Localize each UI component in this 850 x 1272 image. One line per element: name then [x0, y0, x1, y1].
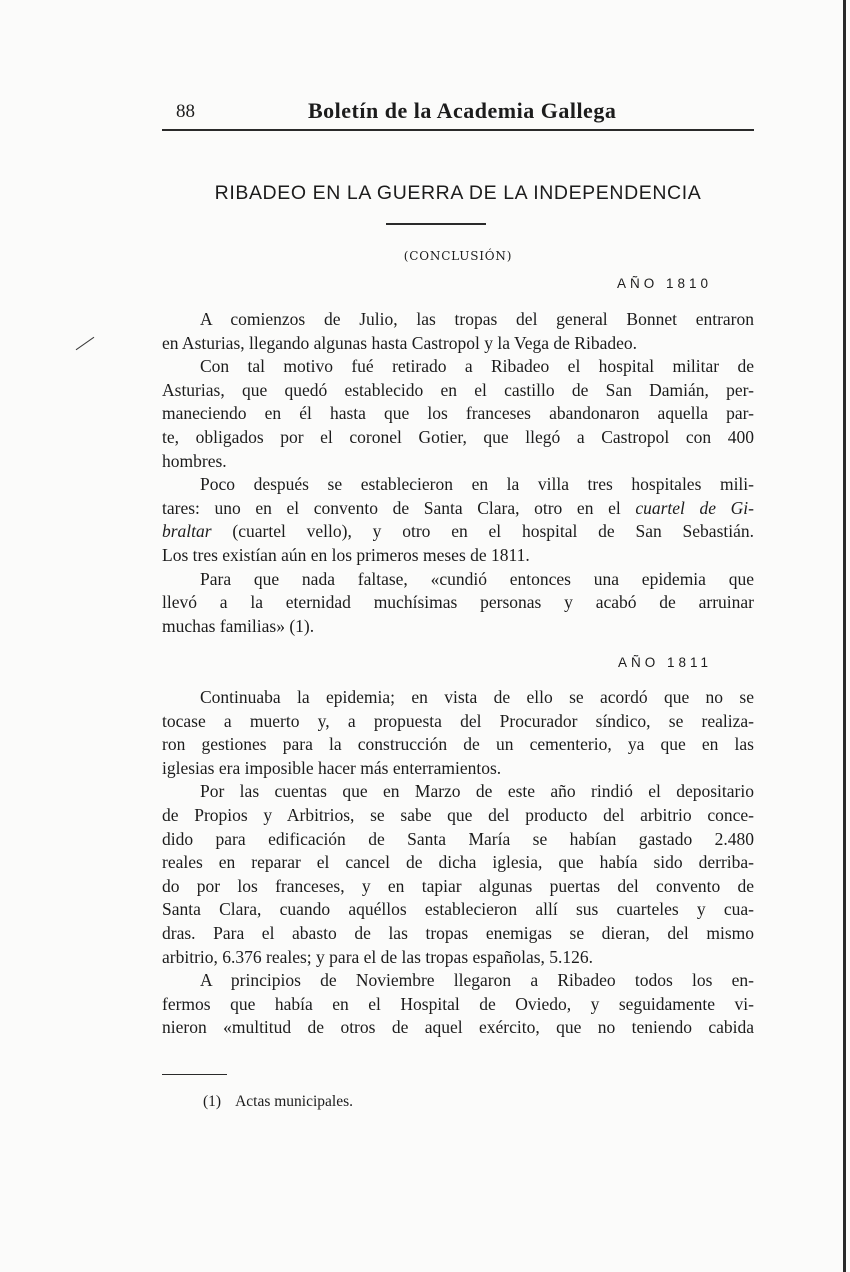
section-body-1811 — [162, 686, 754, 1040]
text-line: Los tres existían aún en los primeros meses de 1811. — [162, 544, 530, 565]
text-line: ron gestiones para la construcción de un cementerio, ya que en las — [162, 734, 754, 755]
section-heading-1811: AÑO 1811 — [617, 655, 712, 670]
footnote — [203, 1093, 353, 1111]
footnote-rule — [162, 1074, 227, 1075]
footnote-text: Actas municipales. — [235, 1093, 354, 1110]
text-line: muchas familias» (1). — [162, 615, 315, 636]
text-line: hombres. — [162, 450, 227, 471]
footnote-marker: (1) — [203, 1093, 222, 1110]
text-line: iglesias era imposible hacer más enterramientos. — [162, 757, 502, 778]
text-line: dido para edificación de Santa María se habían gastado 2.480 — [162, 828, 754, 849]
text-line: arbitrio, 6.376 reales; y para el de las tropas españolas, 5.126. — [162, 946, 594, 967]
text-line: Asturias, que quedó establecido en el castillo de San Damián, per- — [162, 379, 754, 400]
text-line: nieron «multitud de otros de aquel exército, que no teniendo cabida — [162, 1017, 754, 1038]
text-line: en Asturias, llegando algunas hasta Castropol y la Vega de Ribadeo. — [162, 332, 637, 353]
text-line: Santa Clara, cuando aquéllos establecieron allí sus cuarteles y cua- — [162, 899, 754, 920]
text-line: Con tal motivo fué retirado a Ribadeo el hospital militar de — [200, 356, 754, 377]
section-body-1810 — [162, 308, 754, 638]
running-head: Boletín de la Academia Gallega — [308, 98, 617, 123]
text-line: reales en reparar el cancel de dicha iglesia, que había sido derriba- — [162, 852, 754, 873]
page-number: 88 — [176, 101, 195, 122]
section-heading-1810: AÑO 1810 — [616, 276, 712, 291]
text-line: Por las cuentas que en Marzo de este año rindió el depositario — [200, 781, 754, 802]
text-line: do por los franceses, y en tapiar algunas puertas del convento de — [162, 875, 754, 896]
article-title: RIBADEO EN LA GUERRA DE LA INDEPENDENCIA — [214, 182, 702, 204]
text-line: A comienzos de Julio, las tropas del general Bonnet entraron — [200, 309, 754, 329]
text-line: tocase a muerto y, a propuesta del Procurador síndico, se realiza- — [162, 710, 754, 731]
text-line: te, obligados por el coronel Gotier, que llegó a Castropol con 400 — [162, 426, 754, 447]
text-line-mixed — [162, 520, 754, 544]
text-line-mixed — [162, 497, 754, 521]
text-line: Poco después se establecieron en la villa tres hospitales mili- — [200, 474, 754, 495]
margin-pencil-mark — [76, 337, 95, 350]
italic-run: cuartel de Gi- — [635, 497, 754, 518]
text-line: maneciendo en él hasta que los franceses abandonaron aquella par- — [162, 403, 754, 424]
header-rule — [162, 129, 754, 131]
text-line: A principios de Noviembre llegaron a Ribadeo todos los en- — [200, 970, 754, 991]
title-rule — [386, 223, 486, 225]
text-line: de Propios y Arbitrios, se sabe que del producto del arbitrio conce- — [162, 804, 754, 825]
page-edge-shadow — [843, 0, 846, 1272]
text-line: dras. Para el abasto de las tropas enemigas se dieran, del mismo — [162, 922, 754, 943]
text-line: Continuaba la epidemia; en vista de ello se acordó que no se — [200, 687, 754, 707]
italic-run: braltar — [162, 521, 212, 542]
text-line: llevó a la eternidad muchísimas personas y acabó de arruinar — [162, 592, 754, 613]
text-line: fermos que había en el Hospital de Oviedo, y seguidamente vi- — [162, 993, 754, 1014]
text-run: (cuartel vello), y otro en el hospital de San Sebastián. — [211, 521, 754, 542]
article-subtitle: (CONCLUSIÓN) — [403, 249, 513, 263]
text-run: tares: uno en el convento de Santa Clara, otro en el — [162, 497, 636, 518]
text-line: Para que nada faltase, «cundió entonces una epidemia que — [200, 568, 754, 589]
